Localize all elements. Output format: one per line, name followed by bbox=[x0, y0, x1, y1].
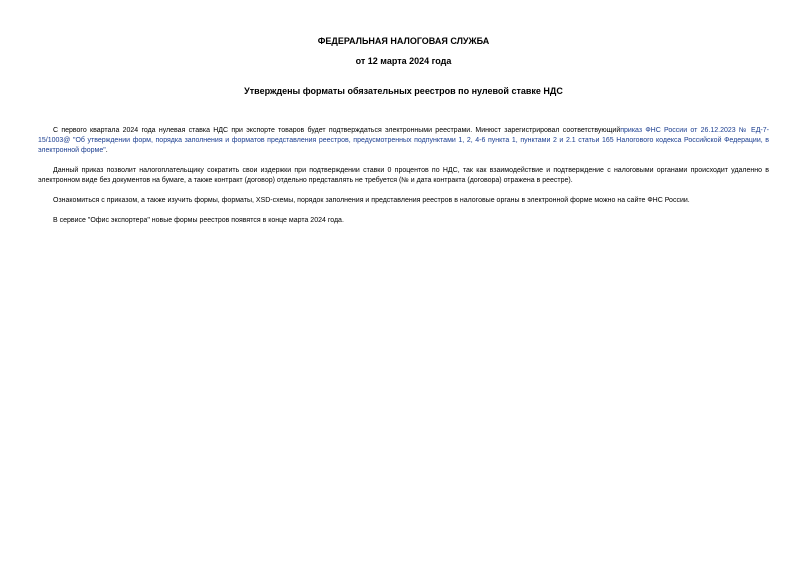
paragraph-1-end: . bbox=[105, 147, 108, 154]
paragraph-1 bbox=[38, 126, 769, 156]
paragraph-1-text: С первого квартала 2024 года нулевая ставка НДС при экспорте товаров будет подтверждаться электронными реестрами. Минюст зарегистрировал соответствующий bbox=[53, 127, 621, 134]
agency-name: ФЕДЕРАЛЬНАЯ НАЛОГОВАЯ СЛУЖБА bbox=[317, 36, 490, 46]
paragraph-2: Данный приказ позволит налогоплательщику сократить свои издержки при подтверждении ставки 0 процентов по НДС, так как взаимодействие и подтверждение с налоговыми органами происходит удаленно в электронном виде без документов на бумаге, а также контракт (договор) отдельно представлять не требуется (№ и дата контракта (договора) отражена в реестре). bbox=[38, 167, 769, 184]
document-title: Утверждены форматы обязательных реестров по нулевой ставке НДС bbox=[244, 86, 563, 96]
paragraph-3: Ознакомиться с приказом, а также изучить формы, форматы, XSD-схемы, порядок заполнения и представления реестров в налоговые органы в электронной форме можно на сайте ФНС России. bbox=[53, 197, 690, 204]
paragraph-4: В сервисе "Офис экспортера" новые формы реестров появятся в конце марта 2024 года. bbox=[53, 217, 344, 224]
document-body bbox=[38, 126, 769, 226]
order-link[interactable]: приказ ФНС России от 26.12.2023 № ЕД-7-15/1003@ "Об утверждении форм, порядка заполнения и форматов представления реестров, предусмотренных подпунктами 1, 2, 4-6 пункта 1, пунктами 2 и 2.1 статьи 165 Налогового кодекса Российской Федерации, в электронной форме" bbox=[38, 127, 769, 154]
document-date: от 12 марта 2024 года bbox=[355, 56, 452, 66]
